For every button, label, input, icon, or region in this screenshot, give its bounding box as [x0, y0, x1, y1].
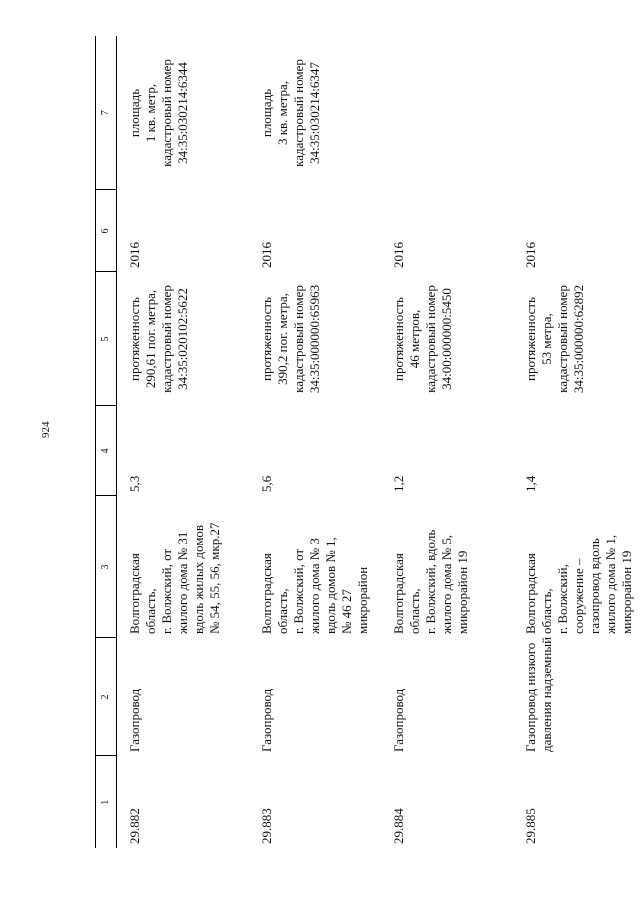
row-number: 29.882 — [127, 808, 142, 844]
object-length-line: 34:35:000000:65963 — [307, 284, 322, 394]
object-length-line: кадастровый номер — [291, 285, 306, 393]
object-address-line: область, — [275, 588, 290, 634]
object-name — [117, 638, 250, 756]
object-note — [117, 36, 250, 190]
object-address — [249, 496, 381, 638]
object-length-line: 53 метра, — [539, 313, 554, 365]
object-length-line: кадастровый номер — [423, 285, 438, 393]
object-length-line: 34:00:000000:5450 — [439, 288, 454, 390]
object-name-line: давления надземный — [539, 636, 554, 752]
object-address — [117, 496, 250, 638]
object-name-line: Газопровод низкого — [523, 642, 538, 752]
column-number: 3 — [96, 496, 117, 638]
object-address-line: область, — [407, 588, 422, 634]
object-address-line: жилого дома № 31 — [175, 531, 190, 634]
object-address-line: вдоль жилых домов — [191, 524, 206, 634]
registry-table — [95, 36, 640, 848]
object-name-line: Газопровод — [127, 688, 142, 752]
object-address — [513, 496, 640, 638]
object-value: 5,3 — [127, 475, 142, 492]
object-year: 2016 — [127, 242, 142, 268]
table-row — [381, 36, 513, 848]
object-length-line: протяженность — [127, 297, 142, 381]
object-name-line: Газопровод — [391, 688, 406, 752]
object-address-line: жилого дома № 1, — [603, 534, 618, 634]
object-year: 2016 — [523, 242, 538, 268]
object-length-line: 34:35:020102:5622 — [175, 288, 190, 390]
object-value: 5,6 — [259, 475, 274, 492]
row-number: 29.885 — [523, 808, 538, 844]
object-address-line: область, — [143, 588, 158, 634]
page-number: 924 — [40, 421, 52, 438]
column-number: 7 — [96, 36, 117, 190]
object-address-line: г. Волжский, вдоль — [423, 529, 438, 634]
object-length-line: протяженность — [523, 297, 538, 381]
object-address-line: область, — [539, 588, 554, 634]
object-length-line: кадастровый номер — [555, 285, 570, 393]
object-length — [513, 272, 640, 406]
object-year: 2016 — [391, 242, 406, 268]
object-name — [249, 638, 381, 756]
object-note — [249, 36, 381, 190]
column-number-header-row — [96, 36, 117, 848]
object-address-line: Волгоградская — [391, 553, 406, 634]
row-number: 29.884 — [391, 808, 406, 844]
object-length-line: 34:35:000000:62892 — [571, 284, 586, 394]
object-note-line: 1 кв. метр, — [143, 83, 158, 143]
object-address-line: микрорайон — [355, 566, 370, 634]
object-note-line: площадь — [259, 88, 274, 138]
object-name — [513, 638, 640, 756]
object-address-line: г. Волжский, от — [159, 548, 174, 634]
object-address-line: Волгоградская — [127, 553, 142, 634]
object-length-line: протяженность — [259, 297, 274, 381]
object-address-line: вдоль домов № 1, — [323, 537, 338, 634]
row-number: 29.883 — [259, 808, 274, 844]
object-length-line: протяженность — [391, 297, 406, 381]
object-address-line: № 54, 55, 56, мкр.27 — [207, 522, 222, 634]
object-address-line: № 46 27 — [339, 589, 354, 634]
object-length — [117, 272, 250, 406]
object-address-line: жилого дома № 3 — [307, 538, 322, 634]
column-number: 5 — [96, 272, 117, 406]
object-note-line: 34:35:030214:6344 — [175, 62, 190, 164]
registry-table-rotated — [95, 36, 634, 848]
object-note-line: кадастровый номер — [291, 59, 306, 167]
object-address-line: г. Волжский, — [555, 564, 570, 634]
object-length-line: 46 метров, — [407, 309, 422, 369]
object-name-line: Газопровод — [259, 688, 274, 752]
object-value: 1,4 — [523, 475, 538, 492]
object-note — [513, 36, 640, 190]
object-note-line: 3 кв. метра, — [275, 80, 290, 146]
object-name — [381, 638, 513, 756]
table-row — [249, 36, 381, 848]
object-year: 2016 — [259, 242, 274, 268]
object-note-line: площадь — [127, 88, 142, 138]
object-address-line: Волгоградская — [259, 553, 274, 634]
column-number: 1 — [96, 756, 117, 848]
table-row — [117, 36, 250, 848]
table-row — [513, 36, 640, 848]
column-number: 2 — [96, 638, 117, 756]
object-note — [381, 36, 513, 190]
object-address-line: микрорайон 19 — [455, 550, 470, 634]
column-number: 6 — [96, 190, 117, 272]
object-address-line: микрорайон 19 — [619, 550, 634, 634]
object-length — [381, 272, 513, 406]
object-length-line: 290,61 пог. метра, — [143, 289, 158, 389]
column-number: 4 — [96, 406, 117, 496]
object-address — [381, 496, 513, 638]
object-address-line: Волгоградская — [523, 553, 538, 634]
object-value: 1,2 — [391, 475, 406, 492]
object-length-line: 390,2 пог. метра, — [275, 293, 290, 385]
object-address-line: сооружение – — [571, 558, 586, 634]
object-note-line: 34:35:030214:6347 — [307, 62, 322, 164]
object-note-line: кадастровый номер — [159, 59, 174, 167]
object-address-line: г. Волжский, от — [291, 548, 306, 634]
object-address-line: жилого дома № 5, — [439, 534, 454, 634]
object-length — [249, 272, 381, 406]
object-address-line: газопровод вдоль — [587, 538, 602, 634]
object-length-line: кадастровый номер — [159, 285, 174, 393]
